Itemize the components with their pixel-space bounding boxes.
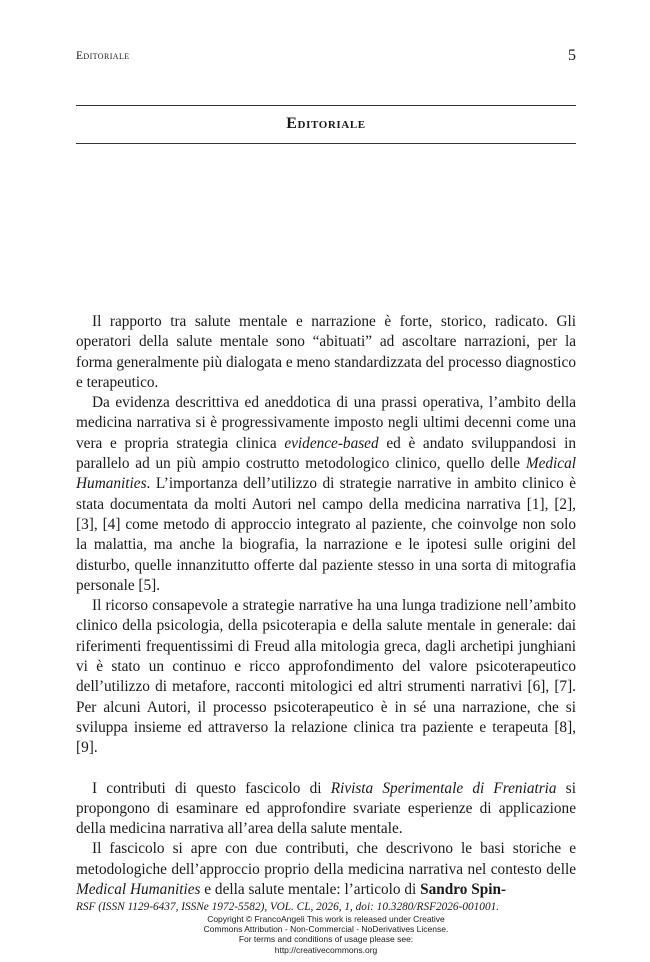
body-paragraph-4 bbox=[76, 779, 576, 840]
license-line-1: Copyright © FrancoAngeli This work is released under Creative bbox=[207, 914, 445, 924]
journal-citation: RSF (ISSN 1129-6437, ISSNe 1972-5582), VOL. CL, 2026, 1, doi: 10.3280/RSF2026-001001. bbox=[76, 901, 500, 913]
section-title: Editoriale bbox=[286, 115, 366, 132]
license-notice bbox=[76, 914, 576, 955]
license-link[interactable]: http://creativecommons.org bbox=[274, 944, 378, 955]
license-line-3: For terms and conditions of usage please see: bbox=[238, 934, 414, 945]
p4-text-b: si propongono di esaminare ed approfondire svariate esperienze di applicazione della medicina narrativa all’area della salute mentale. bbox=[76, 779, 576, 838]
body-paragraph-2 bbox=[76, 393, 576, 596]
running-head bbox=[76, 47, 576, 70]
editorial-body bbox=[76, 312, 576, 900]
body-paragraph-5 bbox=[76, 839, 576, 900]
license-line-2: Commons Attribution - Non-Commercial - NoDerivatives License. bbox=[203, 924, 449, 935]
p2-italic-evidence-based: evidence-based bbox=[284, 434, 379, 452]
p2-text-b: ed è andato sviluppandosi in parallelo ad un più ampio costrutto metodologico clinico, quello delle bbox=[76, 434, 576, 473]
p2-italic-medical-humanities: Medical Humanities bbox=[76, 455, 576, 493]
p5-italic-medical-humanities: Medical Humanities bbox=[76, 881, 201, 899]
p4-italic-journal-name: Rivista Sperimentale di Freniatria bbox=[330, 779, 557, 797]
p2-text-a: Da evidenza descrittiva ed aneddotica di una prassi operativa, l’ambito della medicina narrativa si è progressivamente imposto negli ultimi decenni come una vera e propria strategia clinica bbox=[76, 394, 576, 452]
title-rule-top bbox=[76, 105, 576, 106]
p2-text-c: . L’importanza dell’utilizzo di strategie narrative in ambito clinico è stata documentata da molti Autori nel campo della medicina narrativa [1], [2], [3], [4] come metodo di approccio integrato al paziente, che coinvolge non solo la malattia, ma anche la biografia, la narrazione e le ipotesi sulle origini del disturbo, quelle innanzitutto offerte dal paziente stesso in una sorta di mitografia personale [5]. bbox=[76, 475, 576, 594]
running-head-title: Editoriale bbox=[76, 50, 130, 62]
p5-text-b: e della salute mentale: l’articolo di bbox=[200, 881, 421, 899]
p4-text-a: I contributi di questo fascicolo di bbox=[92, 779, 331, 797]
p5-bold-author: Sandro Spin- bbox=[420, 881, 507, 899]
body-paragraph-1: Il rapporto tra salute mentale e narrazione è forte, storico, radicato. Gli operatori della salute mentale sono “abituati” ad ascoltare narrazioni, per la forma generalmente più dialogata e meno standardizzata del processo diagnostico e terapeutico. bbox=[76, 313, 576, 391]
page-number: 5 bbox=[568, 47, 576, 64]
p5-text-a: Il fascicolo si apre con due contributi, che descrivono le basi storiche e metodologiche dell’approccio proprio della medicina narrativa nel contesto delle bbox=[76, 840, 576, 878]
body-paragraph-3: Il ricorso consapevole a strategie narrative ha una lunga tradizione nell’ambito clinico della psicologia, della psicoterapia e della salute mentale in generale: dai riferimenti frequentissimi di Freud alla mitologia greca, dagli archetipi junghiani vi è stato un continuo e ricco approfondimento del valore psicoterapeutico dell’utilizzo di metafore, racconti mitologici ed altri strumenti narrativi [6], [7]. Per alcuni Autori, il processo psicoterapeutico è in sé una narrazione, che si sviluppa insieme ed attraverso la relazione clinica tra paziente e terapeuta [8], [9]. bbox=[76, 597, 576, 757]
title-rule-bottom bbox=[76, 143, 576, 144]
